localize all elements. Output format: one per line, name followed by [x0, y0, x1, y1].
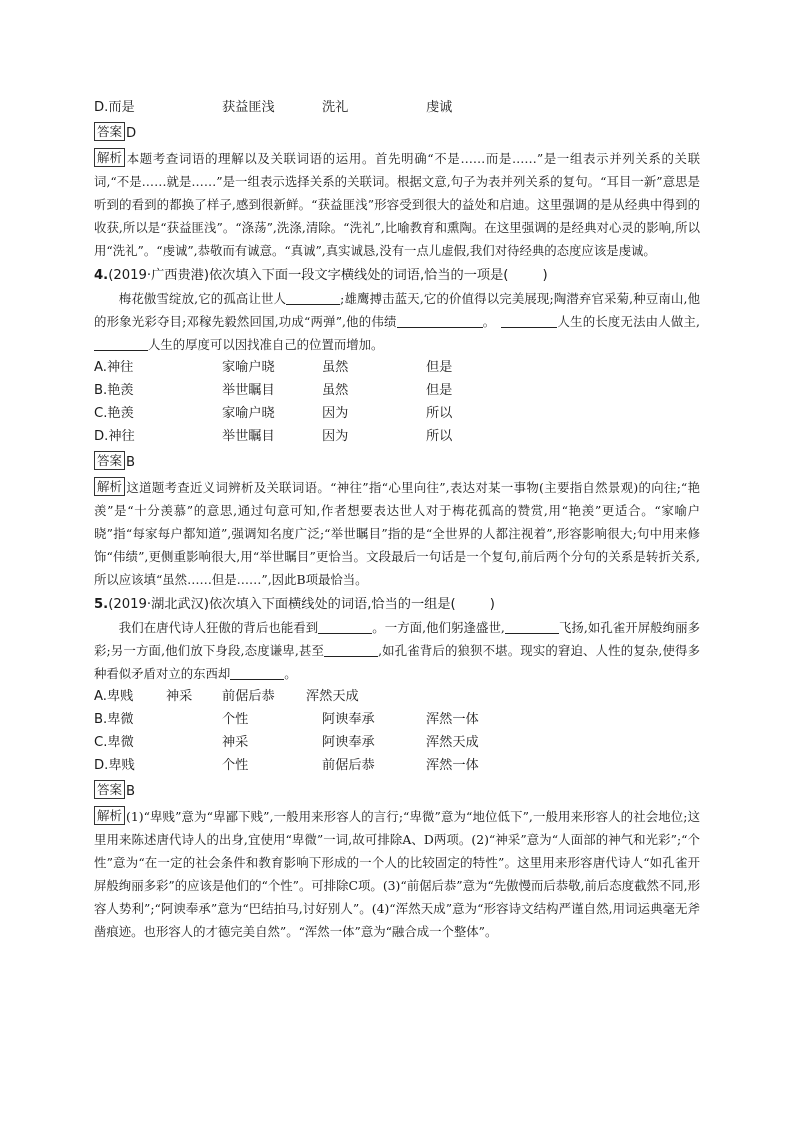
option-word: 阿谀奉承	[322, 712, 375, 727]
explanation-tag: 解析	[94, 806, 125, 825]
answer-letter: B	[126, 455, 136, 470]
answer-tag: 答案	[94, 451, 125, 470]
q5-option-a	[94, 685, 700, 708]
option-word: B.艳羡	[94, 383, 134, 398]
blank	[230, 665, 284, 680]
q4-option-b	[94, 379, 700, 402]
option-word: 浑然一体	[426, 712, 479, 727]
option-word: C.艳羡	[94, 406, 134, 421]
option-word: 阿谀奉承	[322, 735, 375, 750]
blank	[94, 336, 148, 351]
blank	[501, 313, 557, 328]
option-word: 家喻户晓	[222, 360, 275, 375]
answer-letter: D	[126, 126, 137, 141]
option-word: 虽然	[322, 360, 349, 375]
option-word: 虔诚	[426, 100, 453, 115]
passage-text: 人生的厚度可以因找准自己的位置而增加。	[148, 337, 384, 352]
q3-explanation	[94, 147, 700, 262]
option-word: 举世瞩目	[222, 383, 275, 398]
q5-passage	[94, 616, 700, 685]
option-word: 浑然一体	[426, 758, 479, 773]
question-stem: 依次填入下面一段文字横线处的词语,恰当的一项是(	[208, 268, 509, 283]
blank	[286, 290, 340, 305]
answer-tag: 答案	[94, 122, 125, 141]
passage-text: 。	[284, 666, 297, 681]
option-word: 浑然天成	[426, 735, 479, 750]
q3-option-d	[94, 96, 700, 119]
option-word: 浑然天成	[306, 689, 359, 704]
q5-option-b	[94, 708, 700, 731]
explanation-tag: 解析	[94, 477, 125, 496]
q5-option-c	[94, 731, 700, 754]
q5-explanation	[94, 805, 700, 943]
page	[94, 96, 700, 943]
explanation-text: 本题考查词语的理解以及关联词语的运用。首先明确“不是……而是……”是一组表示并列关系的关联词,“不是……就是……”是一组表示选择关系的关联词。根据文意,句子为表并列关系的复句。“耳目一新”意思是听到的看到的都换了样子,感到很新鲜。“获益匪浅”形容受到很大的益处和启迪。这里强调的是从经典中得到的收获,所以是“获益匪浅”。“涤荡”,洗涤,清除。“洗礼”,比喻教育和熏陶。在这里强调的是经典对心灵的影响,所以用“洗礼”。“虔诚”,恭敬而有诚意。“真诚”,真实诚恳,没有一点儿虚假,我们对待经典的态度应该是虔诚。	[94, 151, 700, 258]
q4-stem	[94, 264, 700, 287]
passage-text: ,如孔雀背后的狼狈不堪。现实的窘迫、人性的复杂,使得多种看似矛盾对立的东西却	[94, 643, 700, 681]
option-word: 神采	[222, 735, 249, 750]
passage-text: 。	[482, 314, 496, 329]
question-source: (2019·广西贵港)	[108, 268, 209, 283]
q4-answer	[94, 451, 700, 474]
blank	[324, 642, 378, 657]
passage-text: 飞扬,如孔雀开屏般绚丽多彩;另一方面,他们放下身段,态度谦卑,甚至	[94, 620, 700, 658]
q4-option-d	[94, 425, 700, 448]
passage-text: ;雄鹰搏击蓝天,它的价值得以完美展现;陶潜弃官采菊,种豆南山,他的形象光彩夺目;邓稼先毅然回国,功成“两弹”,他的伟绩	[94, 291, 700, 329]
question-stem: 依次填入下面横线处的词语,恰当的一组是(	[208, 597, 456, 612]
option-word: B.卑微	[94, 712, 134, 727]
explanation-text: (1)“卑贱”意为“卑鄙下贱”,一般用来形容人的言行;“卑微”意为“地位低下”,一般用来形容人的社会地位;这里用来陈述唐代诗人的出身,宜使用“卑微”一词,故可排除A、D两项。(2)“神采”意为“人面部的神气和光彩”;“个性”意为“在一定的社会条件和教育影响下形成的一个人的比较固定的特性”。这里用来形容唐代诗人“如孔雀开屏般绚丽多彩”的应该是他们的“个性”。可排除C项。(3)“前倨后恭”意为“先傲慢而后恭敬,前后态度截然不同,形容人势利”;“阿谀奉承”意为“巴结拍马,讨好别人”。(4)“浑然天成”意为“形容诗文结构严谨自然,用词运典毫无斧凿痕迹。也形容人的才德完美自然”。“浑然一体”意为“融合成一个整体”。	[94, 809, 700, 939]
blank	[505, 619, 559, 634]
option-word: 家喻户晓	[222, 406, 275, 421]
paren-close: )	[542, 268, 548, 283]
option-word: 因为	[322, 406, 349, 421]
option-word: D.而是	[94, 100, 135, 115]
q3-answer	[94, 122, 700, 145]
q4-passage	[94, 287, 700, 356]
option-word: 虽然	[322, 383, 349, 398]
option-word: 神采	[166, 689, 193, 704]
option-word: 洗礼	[322, 100, 349, 115]
option-word: 前倨后恭	[322, 758, 375, 773]
question-number: 4.	[94, 268, 109, 283]
option-word: 个性	[222, 712, 249, 727]
option-word: D.神往	[94, 429, 135, 444]
option-word: D.卑贱	[94, 758, 135, 773]
paren-close: )	[489, 597, 495, 612]
explanation-text: 这道题考查近义词辨析及关联词语。“神往”指“心里向往”,表达对某一事物(主要指自然景观)的向往;“艳羡”是“十分羡慕”的意思,通过句意可知,作者想要表达世人对于梅花孤高的赞赏,用“艳羡”更适合。“家喻户晓”指“每家每户都知道”,强调知名度广泛;“举世瞩目”指的是“全世界的人都注视着”,形容影响很大;句中用来修饰“伟绩”,更侧重影响很大,用“举世瞩目”更恰当。文段最后一句话是一个复句,前后两个分句的关系是转折关系,所以应该填“虽然……但是……”,因此B项最恰当。	[94, 480, 700, 587]
answer-letter: B	[126, 784, 136, 799]
passage-text: 。一方面,他们躬逢盛世,	[372, 620, 505, 635]
answer-tag: 答案	[94, 780, 125, 799]
option-word: 所以	[426, 406, 453, 421]
question-number: 5.	[94, 597, 109, 612]
q4-option-c	[94, 402, 700, 425]
option-word: 前倨后恭	[222, 689, 275, 704]
option-word: 但是	[426, 360, 453, 375]
option-word: 但是	[426, 383, 453, 398]
blank	[397, 313, 483, 328]
passage-text: 梅花傲雪绽放,它的孤高让世人	[118, 291, 287, 306]
option-word: 因为	[322, 429, 349, 444]
q5-option-d	[94, 754, 700, 777]
option-word: C.卑微	[94, 735, 134, 750]
option-word: 所以	[426, 429, 453, 444]
q5-stem	[94, 593, 700, 616]
q4-option-a	[94, 356, 700, 379]
blank	[318, 619, 372, 634]
option-word: A.神往	[94, 360, 134, 375]
option-word: 举世瞩目	[222, 429, 275, 444]
explanation-tag: 解析	[94, 148, 125, 167]
q5-answer	[94, 780, 700, 803]
q4-explanation	[94, 476, 700, 591]
option-word: 个性	[222, 758, 249, 773]
option-word: 获益匪浅	[222, 100, 275, 115]
passage-text: 我们在唐代诗人狂傲的背后也能看到	[118, 620, 319, 635]
passage-text: 人生的长度无法由人做主,	[557, 314, 700, 329]
option-word: A.卑贱	[94, 689, 134, 704]
question-source: (2019·湖北武汉)	[108, 597, 209, 612]
